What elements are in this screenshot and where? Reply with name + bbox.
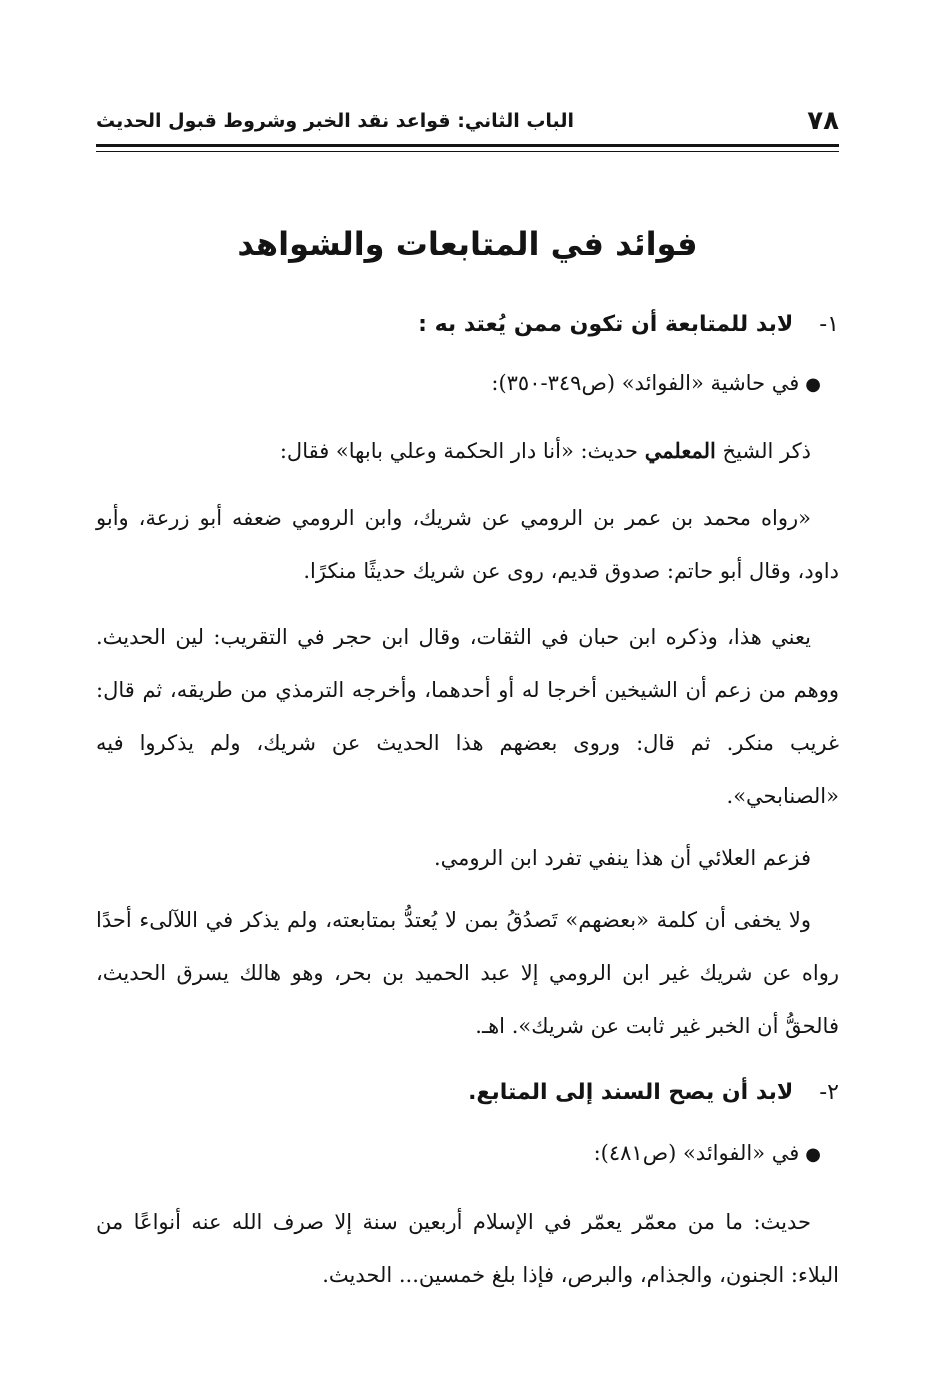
intro-after: حديث: «أنا دار الحكمة وعلي بابها» فقال: bbox=[279, 439, 639, 463]
item1-heading bbox=[96, 308, 839, 342]
page-number: ٧٨ bbox=[807, 106, 839, 136]
bullet-dot-icon: ● bbox=[805, 374, 821, 395]
intro-before: ذكر الشيخ bbox=[722, 439, 811, 463]
intro-name: المعلمي bbox=[644, 438, 716, 463]
section-title: فوائد في المتابعات والشواهد bbox=[237, 225, 698, 263]
item2-heading-text: لابد أن يصح السند إلى المتابع. bbox=[468, 1080, 794, 1105]
header-rule-thin bbox=[96, 151, 839, 152]
item1-paragraph-4: ولا يخفى أن كلمة «بعضهم» تَصدُقُ بمن لا يُعتدُّ بمتابعته، ولم يذكر في اللآلىء أحدًا رواه عن شريك غير ابن الرومي إلا عبد الحميد بن بحر، وهو هالك يسرق الحديث، فالحقُّ أن الخبر غير ثابت عن شريك». اهـ. bbox=[96, 908, 839, 1038]
item2-number: ٢- bbox=[819, 1080, 839, 1105]
item1-heading-text: لابد للمتابعة أن تكون ممن يُعتد به : bbox=[418, 312, 794, 337]
item2-heading bbox=[96, 1076, 839, 1110]
item1-bullet bbox=[96, 366, 839, 402]
item1-paragraph-1: «رواه محمد بن عمر بن الرومي عن شريك، وابن الرومي ضعفه أبو زرعة، وأبو داود، وقال أبو حاتم: صدوق قديم، روى عن شريك حديثًا منكرًا. bbox=[96, 506, 839, 583]
book-page bbox=[96, 0, 839, 1390]
item2-paragraph-1: حديث: ما من معمّر يعمّر في الإسلام أربعين سنة إلا صرف الله عنه أنواعًا من البلاء: الجنون، والجذام، والبرص، فإذا بلغ خمسين... الحديث. bbox=[96, 1210, 839, 1287]
item2-bullet bbox=[96, 1136, 839, 1172]
header-rule-thick bbox=[96, 144, 839, 147]
item1-number: ١- bbox=[819, 312, 839, 337]
item1-paragraph-3: فزعم العلائي أن هذا ينفي تفرد ابن الرومي. bbox=[433, 846, 811, 870]
running-title: الباب الثاني: قواعد نقد الخبر وشروط قبول الحديث bbox=[96, 110, 574, 132]
page-header bbox=[96, 102, 839, 136]
bullet-dot-icon: ● bbox=[805, 1144, 821, 1165]
item2-bullet-text: في «الفوائد» (ص٤٨١): bbox=[593, 1141, 800, 1165]
item1-paragraph-2: يعني هذا، وذكره ابن حبان في الثقات، وقال ابن حجر في التقريب: لين الحديث. ووهم من زعم أن الشيخين أخرجا له أو أحدهما، وأخرجه الترمذي من طريقه، ثم قال: غريب منكر. ثم قال: وروى بعضهم هذا الحديث عن شريك، ولم يذكروا فيه «الصنابحي». bbox=[96, 625, 839, 808]
item1-bullet-text: في حاشية «الفوائد» (ص٣٤٩-٣٥٠): bbox=[491, 371, 800, 395]
item1-intro bbox=[96, 424, 839, 478]
